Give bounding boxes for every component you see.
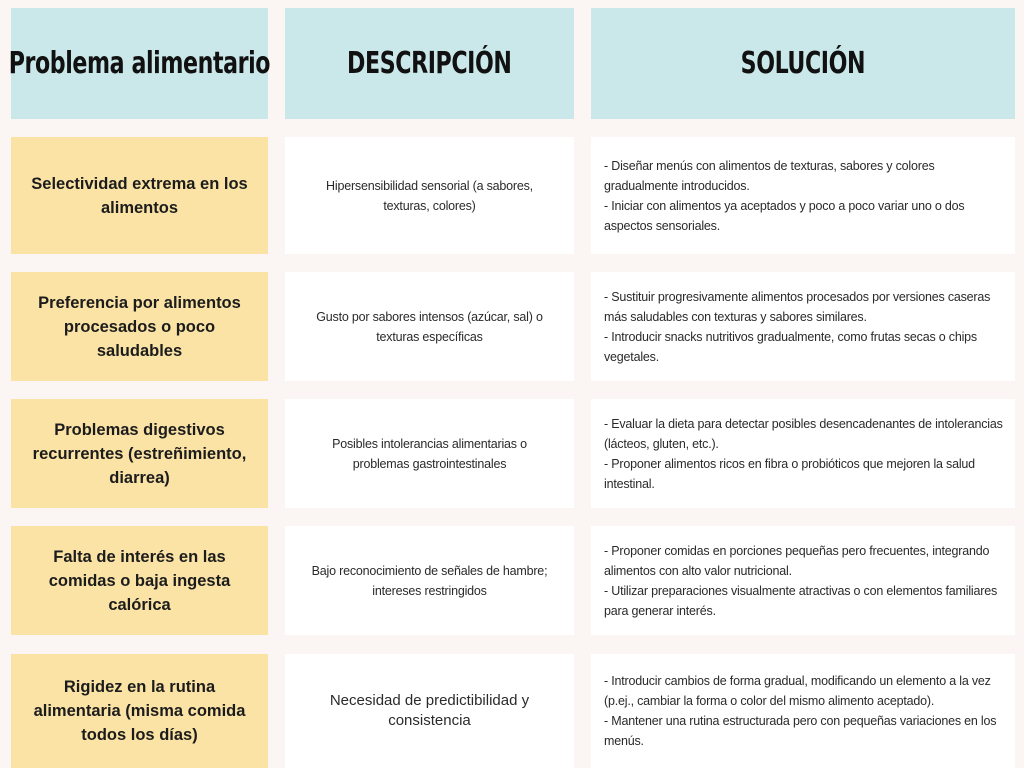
header-solution-cell [591, 8, 1015, 119]
row-3-description-cell [285, 399, 574, 508]
row-2-description-cell [285, 272, 574, 381]
row-1-solution-cell [591, 137, 1015, 254]
header-solution: SOLUCIÓN [740, 46, 866, 81]
row-4-problem: Falta de interés en las comidas o baja ingesta calórica [48, 547, 231, 614]
row-5-problem-cell [11, 654, 268, 768]
row-3-problem: Problemas digestivos recurrentes (estreñimiento, diarrea) [32, 420, 247, 487]
row-2-description: Gusto por sabores intensos (azúcar, sal) o texturas específicas [316, 309, 543, 344]
row-4-description: Bajo reconocimiento de señales de hambre; intereses restringidos [311, 563, 548, 598]
row-5-solution-line-1: - Introducir cambios de forma gradual, modificando un elemento a la vez (p.ej., cambiar la forma o color del mismo alimento aceptado). [604, 674, 991, 708]
row-4-description-cell [285, 526, 574, 635]
header-description-cell [285, 8, 574, 119]
row-3-solution-cell [591, 399, 1015, 508]
row-2-solution-cell [591, 272, 1015, 381]
row-5-description: Necesidad de predictibilidad y consistencia [329, 692, 530, 729]
row-2-solution-line-2: - Introducir snacks nutritivos gradualmente, como frutas secas o chips vegetales. [604, 329, 977, 364]
row-5-problem: Rigidez en la rutina alimentaria (misma comida todos los días) [33, 678, 246, 744]
row-1-solution-line-2: - Iniciar con alimentos ya aceptados y poco a poco variar uno o dos aspectos sensoriales. [604, 198, 965, 233]
row-1-problem: Selectividad extrema en los alimentos [31, 174, 248, 217]
row-5-solution [604, 671, 1003, 751]
row-4-solution [604, 541, 1003, 621]
header-description: DESCRIPCIÓN [347, 46, 512, 81]
row-2-solution-line-1: - Sustituir progresivamente alimentos procesados por versiones caseras más saludables con texturas y sabores similares. [604, 289, 991, 324]
row-3-solution-line-2: - Proponer alimentos ricos en fibra o probióticos que mejoren la salud intestinal. [604, 456, 975, 491]
row-4-solution-line-2: - Utilizar preparaciones visualmente atractivas o con elementos familiares para generar interés. [604, 583, 998, 618]
row-4-solution-cell [591, 526, 1015, 635]
row-4-problem-cell [11, 526, 268, 635]
row-1-description-cell [285, 137, 574, 254]
row-5-solution-cell [591, 654, 1015, 768]
row-2-problem: Preferencia por alimentos procesados o poco saludables [38, 293, 241, 360]
row-1-solution [604, 156, 1003, 236]
header-problem-cell [8, 8, 271, 119]
row-2-problem-cell [11, 272, 268, 381]
row-4-solution-line-1: - Proponer comidas en porciones pequeñas pero frecuentes, integrando alimentos con alto valor nutricional. [604, 543, 990, 578]
row-2-solution [604, 287, 1003, 367]
row-1-solution-line-1: - Diseñar menús con alimentos de texturas, sabores y colores gradualmente introducidos. [604, 158, 935, 193]
row-5-description-cell [285, 654, 574, 768]
row-3-solution [604, 414, 1003, 494]
row-3-solution-line-1: - Evaluar la dieta para detectar posibles desencadenantes de intolerancias (lácteos, gluten, etc.). [604, 416, 1003, 451]
header-problem: Problema alimentario [8, 46, 271, 81]
row-1-problem-cell [11, 137, 268, 254]
row-3-description: Posibles intolerancias alimentarias o problemas gastrointestinales [332, 436, 527, 471]
row-1-description: Hipersensibilidad sensorial (a sabores, texturas, colores) [326, 178, 533, 213]
row-3-problem-cell [11, 399, 268, 508]
row-5-solution-line-2: - Mantener una rutina estructurada pero con pequeñas variaciones en los menús. [604, 714, 997, 748]
